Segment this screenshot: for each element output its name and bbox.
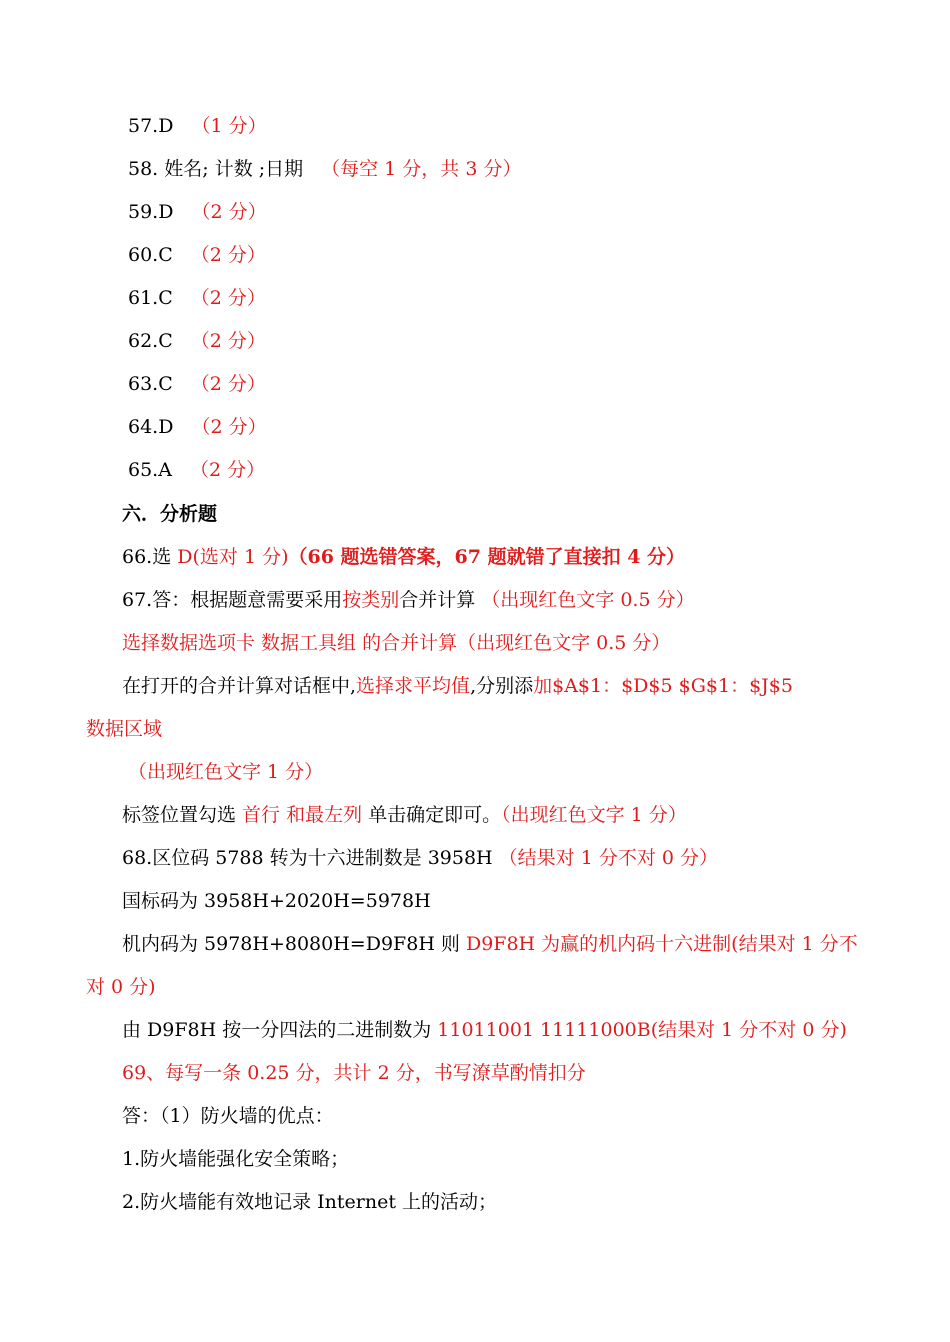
q67-line-5: （出现红色文字 1 分）: [128, 761, 324, 783]
q67-line-4: 数据区域: [86, 718, 163, 740]
score-57: （1 分）: [191, 115, 267, 137]
answer-57: 57.D （1 分）: [128, 115, 267, 137]
answer-65: 65.A （2 分）: [128, 459, 266, 481]
q67-line-3: 在打开的合并计算对话框中,选择求平均值,分别添加$A$1：$D$5 $G$1：$J$5: [122, 675, 793, 697]
answer-62: 62.C （2 分）: [128, 330, 266, 352]
answer-64: 64.D （2 分）: [128, 416, 267, 438]
answer-58: 58. 姓名; 计数 ;日期 （每空 1 分，共 3 分）: [128, 158, 522, 180]
q69-item-2: 2.防火墙能有效地记录 Internet 上的活动；: [122, 1191, 498, 1213]
q68-line-2: 国标码为 3958H+2020H=5978H: [122, 890, 431, 912]
q68-line-1: 68.区位码 5788 转为十六进制数是 3958H （结果对 1 分不对 0 分）: [122, 847, 718, 869]
q67-line-2: 选择数据选项卡 数据工具组 的合并计算（出现红色文字 0.5 分）: [122, 632, 671, 654]
q66-line: 66.选 D(选对 1 分)（66 题选错答案，67 题就错了直接扣 4 分）: [122, 546, 686, 568]
q69-rule: 69、每写一条 0.25 分，共计 2 分，书写潦草酌情扣分: [122, 1062, 586, 1084]
score-58: （每空 1 分，共 3 分）: [321, 158, 522, 180]
score-61: （2 分）: [190, 287, 266, 309]
q67-line-6: 标签位置勾选 首行 和最左列 单击确定即可。（出现红色文字 1 分）: [122, 804, 687, 826]
score-64: （2 分）: [191, 416, 267, 438]
score-65: （2 分）: [189, 459, 266, 481]
score-59: （2 分）: [191, 201, 267, 223]
answer-63: 63.C （2 分）: [128, 373, 266, 395]
q69-item-1: 1.防火墙能强化安全策略；: [122, 1148, 350, 1170]
answer-60: 60.C （2 分）: [128, 244, 266, 266]
section-heading: 六．分析题: [122, 503, 218, 525]
q69-intro: 答：（1）防火墙的优点：: [122, 1105, 334, 1127]
answer-59: 59.D （2 分）: [128, 201, 267, 223]
score-60: （2 分）: [190, 244, 266, 266]
q68-line-3: 机内码为 5978H+8080H=D9F8H 则 D9F8H 为赢的机内码十六进制(结果对 1 分不: [122, 933, 858, 955]
q67-line-1: 67.答：根据题意需要采用按类别合并计算 （出现红色文字 0.5 分）: [122, 589, 695, 611]
q68-line-4: 对 0 分): [86, 976, 156, 998]
score-62: （2 分）: [190, 330, 266, 352]
score-63: （2 分）: [190, 373, 266, 395]
answer-61: 61.C （2 分）: [128, 287, 266, 309]
q68-line-5: 由 D9F8H 按一分四法的二进制数为 11011001 11111000B(结果对 1 分不对 0 分): [122, 1019, 847, 1041]
